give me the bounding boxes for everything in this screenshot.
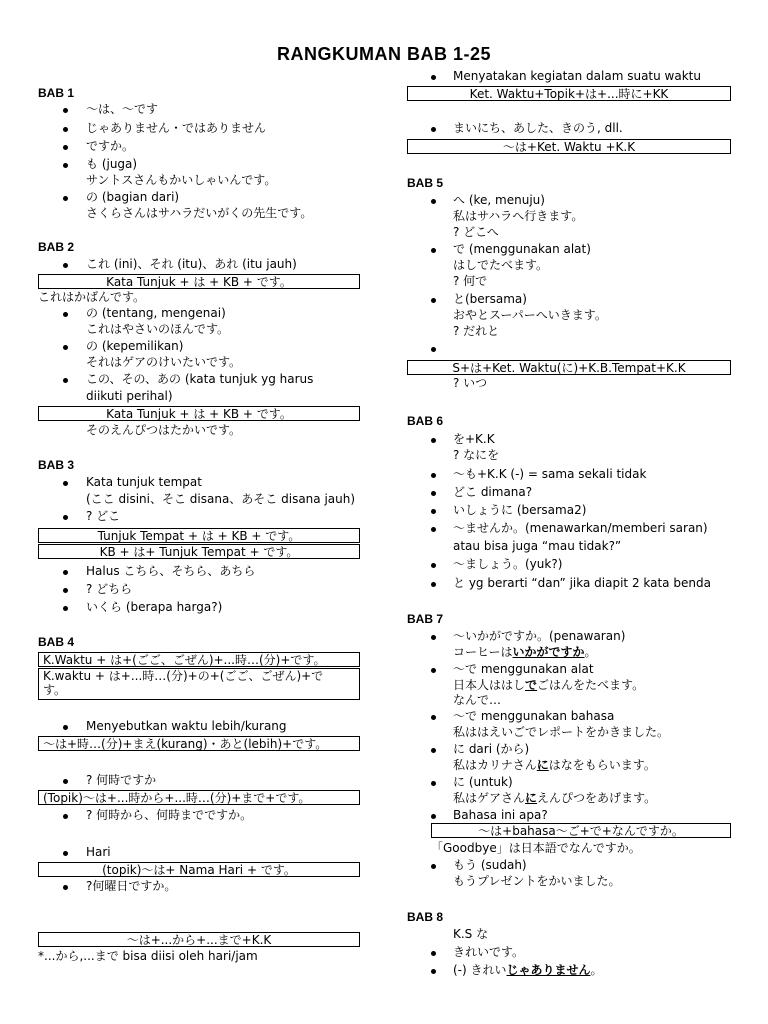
bab5-line: おやとスーパーへいきます。 [453, 308, 607, 322]
bab1-heading: BAB 1 [38, 86, 75, 100]
bullet [63, 108, 68, 113]
bullet [63, 606, 68, 611]
bab2-heading: BAB 2 [38, 240, 75, 254]
bullet [431, 199, 436, 204]
bullet [431, 814, 436, 819]
text-part: (-) きれい [453, 963, 507, 977]
bab7-line: 〜いかがですか。(penawaran) [453, 629, 626, 643]
bab2-line: そのえんぴつはたかいです。 [86, 423, 242, 437]
bullet [63, 312, 68, 317]
bab4-note: *...から,...まで bisa diisi oleh hari/jam [38, 949, 258, 963]
bab5-line: ? 何で [453, 274, 488, 288]
bullet [431, 951, 436, 956]
bullet [63, 570, 68, 575]
bab3-line: Halus こちら、そちら、あちら [86, 564, 256, 578]
bullet [431, 438, 436, 443]
bab6-line: 〜ませんか。(menawarkan/memberi saran) [453, 521, 708, 535]
bullet [431, 969, 436, 974]
bullet [431, 491, 436, 496]
underlined-text: に [536, 758, 549, 772]
bab6-line: 〜ましょう。(yuk?) [453, 557, 563, 571]
page-title: RANGKUMAN BAB 1-25 [276, 44, 491, 64]
bullet [431, 75, 436, 80]
formula-box: Ket. Waktu+Topik+は+...時に+KK [407, 86, 731, 101]
bab1-item-2: じゃありません・ではありません [86, 121, 267, 135]
bab5-line: へ (ke, menuju) [453, 193, 545, 207]
bab7-heading: BAB 7 [407, 612, 444, 626]
text-part: 私はゲアさん [453, 791, 526, 805]
formula-box: 〜は+bahasa〜ご+で+なんですか。 [431, 823, 731, 838]
underlined-text: で [525, 678, 538, 692]
bab7-line [453, 758, 656, 773]
bullet [63, 779, 68, 784]
bab6-line: を+K.K [453, 432, 495, 446]
bab7-line: 〜で menggunakan alat [453, 662, 594, 676]
bab6-line: 〜も+K.K (-) = sama sekali tidak [453, 467, 647, 481]
bab2-line: それはゲアのけいたいです。 [86, 355, 242, 369]
bab6-heading: BAB 6 [407, 414, 444, 428]
formula-box [38, 668, 360, 700]
bullet [431, 248, 436, 253]
bab7-line [453, 678, 644, 693]
formula-box: KB + は+ Tunjuk Tempat + です。 [38, 544, 360, 559]
bab5-line: はしでたべます。 [453, 258, 549, 272]
formula-box: 〜は+...から+...まで+K.K [38, 932, 360, 947]
bullet [63, 163, 68, 168]
bullet [63, 725, 68, 730]
bab4-line: ? 何時ですか [86, 773, 157, 787]
top-line: まいにち、あした、きのう, dll. [453, 121, 623, 135]
bab3-line: いくら (berapa harga?) [86, 600, 223, 614]
bullet [63, 814, 68, 819]
bab7-line: に (untuk) [453, 775, 513, 789]
text-part: はなをもらいます。 [548, 758, 656, 772]
bab4-heading: BAB 4 [38, 635, 75, 649]
bab5-line: と(bersama) [453, 292, 527, 306]
bab3-heading: BAB 3 [38, 458, 75, 472]
bab2-line: の (tentang, mengenai) [86, 306, 226, 320]
bullet [431, 668, 436, 673]
bab5-heading: BAB 5 [407, 176, 444, 190]
bab6-line: いしょうに (bersama2) [453, 503, 587, 517]
bab4-line: ? 何時から、何時までですか。 [86, 808, 253, 822]
formula-box: Tunjuk Tempat + は + KB + です。 [38, 528, 360, 543]
top-line: Menyatakan kegiatan dalam suatu waktu [453, 69, 701, 83]
bab2-line: の (kepemilikan) [86, 339, 184, 353]
bab5-line: ? だれと [453, 324, 500, 338]
bab4-line: Menyebutkan waktu lebih/kurang [86, 719, 287, 733]
text-part: 。 [590, 963, 603, 977]
bab8-line [453, 963, 603, 978]
bab7-line: に dari (から) [453, 742, 530, 756]
bullet [63, 345, 68, 350]
bab2-line: これはかばんです。 [38, 290, 146, 304]
bab7-line [453, 791, 656, 806]
bab6-line: どこ dimana? [453, 485, 533, 499]
bab8-line: きれいです。 [453, 945, 525, 959]
bab1-item-4: も (juga) [86, 157, 138, 171]
bab7-line: なんで… [453, 693, 502, 707]
bab7-line: 私ははえいごでレポートをかきました。 [453, 725, 670, 739]
bullet [431, 748, 436, 753]
bab1-item-6: の (bagian dari) [86, 190, 180, 204]
bullet [431, 347, 436, 352]
bullet [63, 515, 68, 520]
bab2-line: この、その、あの (kata tunjuk yg harus [86, 372, 314, 386]
bullet [431, 563, 436, 568]
bullet [431, 582, 436, 587]
bab8-line: K.S な [453, 927, 489, 941]
bullet [431, 473, 436, 478]
formula-box: (topik)〜は+ Nama Hari + です。 [38, 862, 360, 877]
formula-box: Kata Tunjuk + は + KB + です。 [38, 274, 360, 289]
bullet [63, 885, 68, 890]
bab1-item-5: サントスさんもかいしゃいんです。 [86, 173, 277, 187]
bab3-line: ? どこ [86, 509, 121, 523]
bab7-line: もう (sudah) [453, 858, 527, 872]
bab1-item-7: さくらさんはサハラだいがくの先生です。 [86, 206, 313, 220]
bab4-line: ?何曜日ですか。 [86, 879, 177, 893]
bab5-line: ? どこへ [453, 225, 499, 239]
bullet [431, 298, 436, 303]
bullet [63, 588, 68, 593]
bab5-line: で (menggunakan alat) [453, 242, 591, 256]
bullet [431, 635, 436, 640]
text-part: ごはんをたべます。 [537, 678, 645, 692]
underlined-text: いかがですか [512, 645, 585, 659]
bullet [431, 527, 436, 532]
bab5-line: 私はサハラへ行きます。 [453, 209, 584, 223]
text-part: えんぴつをあげます。 [537, 791, 657, 805]
bab2-line: diikuti perihal) [86, 389, 173, 403]
formula-line: K.waktu + は+...時…(分)+の+(ごご、ごぜん)+で [43, 669, 324, 683]
formula-box: S+は+Ket. Waktu(に)+K.B.Tempat+K.K [407, 360, 731, 375]
text-part: 日本人ははし [453, 678, 526, 692]
formula-line: す。 [43, 683, 67, 697]
bab1-item-1: 〜は、〜です [86, 102, 159, 116]
bullet [63, 145, 68, 150]
bullet [431, 864, 436, 869]
bullet [63, 851, 68, 856]
bab8-heading: BAB 8 [407, 910, 444, 924]
bab1-item-3: ですか。 [86, 139, 135, 153]
text-part: コーヒーは [453, 645, 513, 659]
bullet [431, 715, 436, 720]
bullet [431, 127, 436, 132]
bullet [431, 509, 436, 514]
text-part: 。 [584, 645, 597, 659]
bullet [63, 196, 68, 201]
bullet [63, 127, 68, 132]
bab3-line: (ここ disini、そこ disana、あそこ disana jauh) [86, 492, 356, 506]
bab3-line: Kata tunjuk tempat [86, 475, 202, 489]
bab7-line: 「Goodbye」は日本語でなんですか。 [431, 841, 641, 855]
bab7-line: もうプレゼントをかいました。 [453, 874, 621, 888]
text-part: 私はカリナさん [453, 758, 537, 772]
bab7-line: Bahasa ini apa? [453, 808, 548, 822]
formula-box: 〜は+Ket. Waktu +K.K [407, 139, 731, 154]
bullet [63, 481, 68, 486]
bab4-line: Hari [86, 845, 111, 859]
underlined-text: に [525, 791, 538, 805]
bullet [63, 263, 68, 268]
bab2-line: これはやさいのほんです。 [86, 322, 230, 336]
bab3-line: ? どちら [86, 582, 133, 596]
formula-box: 〜は+時…(分)+まえ(kurang)・あと(lebih)+です。 [38, 736, 360, 751]
bab5-line: ? いつ [453, 376, 488, 390]
bab6-line: と yg berarti “dan” jika diapit 2 kata benda [453, 576, 711, 590]
bullet [63, 378, 68, 383]
underlined-text: じゃありません [506, 963, 591, 977]
formula-box: (Topik)〜は+...時から+...時…(分)+まで+です。 [38, 790, 360, 805]
bab7-line: 〜で menggunakan bahasa [453, 709, 615, 723]
bab6-line: atau bisa juga “mau tidak?” [453, 539, 622, 553]
bullet [431, 781, 436, 786]
bab2-line: これ (ini)、それ (itu)、あれ (itu jauh) [86, 257, 297, 271]
bab7-line [453, 645, 597, 660]
bab6-line: ? なにを [453, 448, 500, 462]
formula-box: Kata Tunjuk + は + KB + です。 [38, 406, 360, 421]
formula-box: K.Waktu + は+(ごご、ごぜん)+...時…(分)+です。 [38, 652, 360, 667]
